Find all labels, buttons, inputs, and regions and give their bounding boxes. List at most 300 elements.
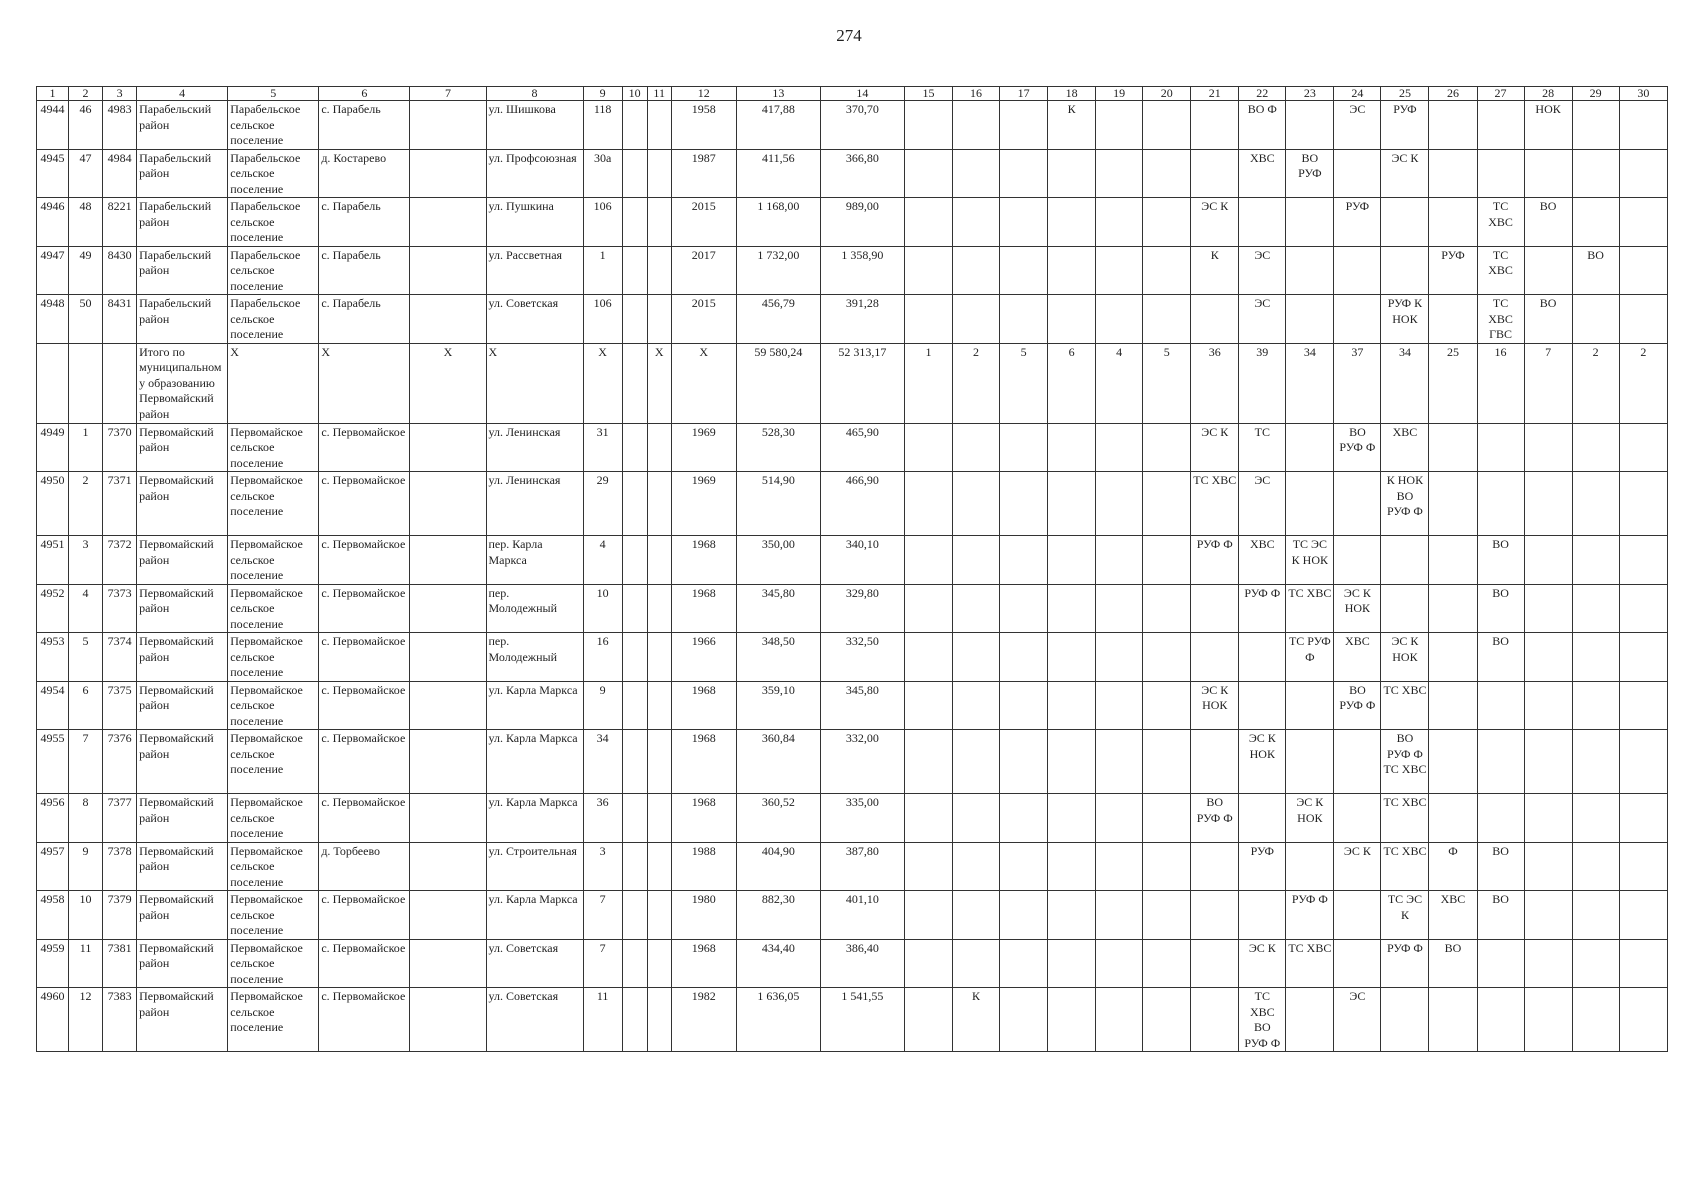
cell-col-7 <box>410 472 486 536</box>
cell-col-30 <box>1619 536 1667 585</box>
cell-col-23 <box>1286 101 1334 150</box>
cell-col-12: X <box>671 343 736 423</box>
column-header-1: 1 <box>37 87 69 101</box>
cell-col-1: 4959 <box>37 939 69 988</box>
cell-col-19 <box>1096 633 1143 682</box>
cell-col-24 <box>1334 472 1381 536</box>
cell-col-12: 1968 <box>671 584 736 633</box>
cell-col-26 <box>1429 536 1477 585</box>
cell-col-27 <box>1477 101 1524 150</box>
cell-col-26: Ф <box>1429 842 1477 891</box>
cell-col-19 <box>1096 939 1143 988</box>
cell-col-11 <box>647 423 671 472</box>
cell-col-26 <box>1429 633 1477 682</box>
cell-col-10 <box>622 939 647 988</box>
cell-col-17 <box>1000 681 1048 730</box>
cell-col-1 <box>37 343 69 423</box>
cell-col-4: Парабельский район <box>137 295 228 344</box>
cell-col-25: ТС ЭС К <box>1381 891 1429 940</box>
cell-col-11 <box>647 988 671 1052</box>
cell-col-9: 1 <box>583 246 622 295</box>
cell-col-3: 7370 <box>103 423 137 472</box>
cell-col-7: X <box>410 343 486 423</box>
cell-col-29 <box>1572 988 1619 1052</box>
cell-col-14: 386,40 <box>820 939 904 988</box>
table-row <box>37 794 1668 843</box>
cell-col-22: ТС ХВС ВО РУФ Ф <box>1239 988 1286 1052</box>
table-row <box>37 988 1668 1052</box>
cell-col-19 <box>1096 472 1143 536</box>
cell-col-25: 34 <box>1381 343 1429 423</box>
cell-col-14: 345,80 <box>820 681 904 730</box>
cell-col-30 <box>1619 891 1667 940</box>
cell-col-24 <box>1334 939 1381 988</box>
cell-col-29 <box>1572 730 1619 794</box>
cell-col-25: ЭС К НОК <box>1381 633 1429 682</box>
cell-col-23 <box>1286 472 1334 536</box>
cell-col-26 <box>1429 584 1477 633</box>
cell-col-20 <box>1143 536 1191 585</box>
cell-col-11: X <box>647 343 671 423</box>
cell-col-22: РУФ Ф <box>1239 584 1286 633</box>
cell-col-6: с. Первомайское <box>319 472 410 536</box>
cell-col-15 <box>904 939 952 988</box>
cell-col-24: ВО РУФ Ф <box>1334 681 1381 730</box>
cell-col-13: 348,50 <box>736 633 820 682</box>
cell-col-23: ТС ХВС <box>1286 584 1334 633</box>
cell-col-16 <box>953 681 1000 730</box>
cell-col-3: 4984 <box>103 149 137 198</box>
cell-col-2: 12 <box>69 988 103 1052</box>
cell-col-29 <box>1572 633 1619 682</box>
cell-col-6: с. Парабель <box>319 295 410 344</box>
cell-col-15 <box>904 536 952 585</box>
cell-col-10 <box>622 794 647 843</box>
cell-col-28 <box>1524 149 1572 198</box>
cell-col-23 <box>1286 295 1334 344</box>
cell-col-19 <box>1096 101 1143 150</box>
cell-col-24: ЭС К НОК <box>1334 584 1381 633</box>
cell-col-27: ТС ХВС <box>1477 198 1524 247</box>
cell-col-16 <box>953 939 1000 988</box>
cell-col-3: 7375 <box>103 681 137 730</box>
cell-col-16 <box>953 842 1000 891</box>
cell-col-12: 1969 <box>671 423 736 472</box>
cell-col-6: с. Первомайское <box>319 633 410 682</box>
cell-col-4: Первомайский район <box>137 794 228 843</box>
column-header-24: 24 <box>1334 87 1381 101</box>
cell-col-1: 4951 <box>37 536 69 585</box>
cell-col-17 <box>1000 842 1048 891</box>
cell-col-4: Первомайский район <box>137 939 228 988</box>
cell-col-4: Первомайский район <box>137 842 228 891</box>
column-header-4: 4 <box>137 87 228 101</box>
cell-col-5: Первомайское сельское поселение <box>228 939 319 988</box>
cell-col-11 <box>647 842 671 891</box>
cell-col-23 <box>1286 423 1334 472</box>
table-row <box>37 246 1668 295</box>
cell-col-14: 332,50 <box>820 633 904 682</box>
cell-col-18 <box>1048 198 1096 247</box>
cell-col-13: 59 580,24 <box>736 343 820 423</box>
cell-col-26: РУФ <box>1429 246 1477 295</box>
cell-col-20 <box>1143 198 1191 247</box>
cell-col-8: ул. Рассветная <box>486 246 583 295</box>
column-header-21: 21 <box>1191 87 1239 101</box>
cell-col-6: с. Первомайское <box>319 681 410 730</box>
cell-col-30 <box>1619 633 1667 682</box>
cell-col-3 <box>103 343 137 423</box>
cell-col-1: 4948 <box>37 295 69 344</box>
cell-col-19 <box>1096 536 1143 585</box>
cell-col-3: 4983 <box>103 101 137 150</box>
cell-col-4: Первомайский район <box>137 988 228 1052</box>
cell-col-18 <box>1048 939 1096 988</box>
cell-col-7 <box>410 246 486 295</box>
cell-col-8: пер. Молодежный <box>486 633 583 682</box>
cell-col-9: 4 <box>583 536 622 585</box>
cell-col-23: ЭС К НОК <box>1286 794 1334 843</box>
cell-col-29 <box>1572 101 1619 150</box>
cell-col-18 <box>1048 423 1096 472</box>
cell-col-21 <box>1191 295 1239 344</box>
cell-col-21: ЭС К НОК <box>1191 681 1239 730</box>
cell-col-30 <box>1619 198 1667 247</box>
cell-col-20 <box>1143 891 1191 940</box>
column-header-16: 16 <box>953 87 1000 101</box>
cell-col-13: 1 732,00 <box>736 246 820 295</box>
cell-col-13: 1 636,05 <box>736 988 820 1052</box>
cell-col-28: ВО <box>1524 295 1572 344</box>
cell-col-23 <box>1286 988 1334 1052</box>
cell-col-11 <box>647 939 671 988</box>
cell-col-4: Парабельский район <box>137 246 228 295</box>
cell-col-10 <box>622 149 647 198</box>
cell-col-8: ул. Ленинская <box>486 423 583 472</box>
cell-col-23: ТС ЭС К НОК <box>1286 536 1334 585</box>
cell-col-19: 4 <box>1096 343 1143 423</box>
cell-col-17 <box>1000 794 1048 843</box>
cell-col-27 <box>1477 730 1524 794</box>
cell-col-28: 7 <box>1524 343 1572 423</box>
cell-col-12: 1988 <box>671 842 736 891</box>
cell-col-4: Парабельский район <box>137 198 228 247</box>
cell-col-14: 387,80 <box>820 842 904 891</box>
table-row <box>37 891 1668 940</box>
cell-col-14: 370,70 <box>820 101 904 150</box>
cell-col-27: ТС ХВС <box>1477 246 1524 295</box>
cell-col-29 <box>1572 472 1619 536</box>
cell-col-11 <box>647 584 671 633</box>
cell-col-23 <box>1286 730 1334 794</box>
cell-col-11 <box>647 472 671 536</box>
cell-col-12: 1969 <box>671 472 736 536</box>
cell-col-29 <box>1572 198 1619 247</box>
cell-col-24 <box>1334 149 1381 198</box>
cell-col-24: ХВС <box>1334 633 1381 682</box>
cell-col-12: 2015 <box>671 198 736 247</box>
cell-col-10 <box>622 198 647 247</box>
cell-col-29: ВО <box>1572 246 1619 295</box>
cell-col-2: 6 <box>69 681 103 730</box>
cell-col-4: Первомайский район <box>137 472 228 536</box>
cell-col-8: ул. Шишкова <box>486 101 583 150</box>
cell-col-21 <box>1191 988 1239 1052</box>
cell-col-11 <box>647 198 671 247</box>
cell-col-8: ул. Ленинская <box>486 472 583 536</box>
cell-col-27: 16 <box>1477 343 1524 423</box>
column-header-23: 23 <box>1286 87 1334 101</box>
cell-col-23: ВО РУФ <box>1286 149 1334 198</box>
cell-col-10 <box>622 343 647 423</box>
cell-col-20 <box>1143 101 1191 150</box>
cell-col-10 <box>622 472 647 536</box>
cell-col-13: 404,90 <box>736 842 820 891</box>
cell-col-15 <box>904 730 952 794</box>
cell-col-16 <box>953 101 1000 150</box>
cell-col-17 <box>1000 939 1048 988</box>
cell-col-21: ТС ХВС <box>1191 472 1239 536</box>
cell-col-25: ЭС К <box>1381 149 1429 198</box>
cell-col-28 <box>1524 939 1572 988</box>
cell-col-30 <box>1619 842 1667 891</box>
cell-col-5: Парабельское сельское поселение <box>228 198 319 247</box>
cell-col-30 <box>1619 423 1667 472</box>
cell-col-18 <box>1048 794 1096 843</box>
cell-col-3: 7376 <box>103 730 137 794</box>
cell-col-4: Первомайский район <box>137 681 228 730</box>
cell-col-25: К НОК ВО РУФ Ф <box>1381 472 1429 536</box>
cell-col-20 <box>1143 681 1191 730</box>
cell-col-30 <box>1619 101 1667 150</box>
cell-col-1: 4956 <box>37 794 69 843</box>
cell-col-5: Первомайское сельское поселение <box>228 681 319 730</box>
cell-col-4: Парабельский район <box>137 149 228 198</box>
cell-col-16 <box>953 730 1000 794</box>
cell-col-22: ЭС <box>1239 246 1286 295</box>
cell-col-25: РУФ Ф <box>1381 939 1429 988</box>
cell-col-21: ЭС К <box>1191 198 1239 247</box>
cell-col-26 <box>1429 730 1477 794</box>
cell-col-22 <box>1239 794 1286 843</box>
cell-col-16 <box>953 149 1000 198</box>
cell-col-21 <box>1191 584 1239 633</box>
cell-col-30 <box>1619 939 1667 988</box>
cell-col-2: 49 <box>69 246 103 295</box>
column-header-15: 15 <box>904 87 952 101</box>
cell-col-6: с. Первомайское <box>319 794 410 843</box>
cell-col-9: 11 <box>583 988 622 1052</box>
cell-col-10 <box>622 988 647 1052</box>
cell-col-11 <box>647 730 671 794</box>
cell-col-9: 29 <box>583 472 622 536</box>
cell-col-21 <box>1191 939 1239 988</box>
column-header-18: 18 <box>1048 87 1096 101</box>
column-header-22: 22 <box>1239 87 1286 101</box>
cell-col-26 <box>1429 681 1477 730</box>
table-row <box>37 939 1668 988</box>
cell-col-3: 7373 <box>103 584 137 633</box>
cell-col-9: 118 <box>583 101 622 150</box>
cell-col-7 <box>410 794 486 843</box>
cell-col-6: с. Первомайское <box>319 730 410 794</box>
cell-col-3: 7381 <box>103 939 137 988</box>
cell-col-27 <box>1477 988 1524 1052</box>
cell-col-7 <box>410 423 486 472</box>
column-header-26: 26 <box>1429 87 1477 101</box>
cell-col-8: ул. Карла Маркса <box>486 891 583 940</box>
page-number: 274 <box>836 26 862 45</box>
cell-col-6: д. Торбеево <box>319 842 410 891</box>
cell-col-5: X <box>228 343 319 423</box>
cell-col-10 <box>622 842 647 891</box>
housing-register-table <box>36 86 1668 1052</box>
cell-col-4: Первомайский район <box>137 423 228 472</box>
cell-col-20 <box>1143 149 1191 198</box>
cell-col-17 <box>1000 472 1048 536</box>
table-row <box>37 295 1668 344</box>
cell-col-12: 1987 <box>671 149 736 198</box>
cell-col-28 <box>1524 988 1572 1052</box>
cell-col-16 <box>953 794 1000 843</box>
cell-col-8: ул. Советская <box>486 939 583 988</box>
cell-col-22 <box>1239 633 1286 682</box>
cell-col-18 <box>1048 633 1096 682</box>
cell-col-17 <box>1000 988 1048 1052</box>
cell-col-12: 1968 <box>671 730 736 794</box>
cell-col-7 <box>410 842 486 891</box>
cell-col-22: ВО Ф <box>1239 101 1286 150</box>
column-header-20: 20 <box>1143 87 1191 101</box>
cell-col-20 <box>1143 472 1191 536</box>
cell-col-7 <box>410 939 486 988</box>
cell-col-12: 1980 <box>671 891 736 940</box>
cell-col-10 <box>622 891 647 940</box>
cell-col-5: Парабельское сельское поселение <box>228 246 319 295</box>
cell-col-17: 5 <box>1000 343 1048 423</box>
cell-col-29 <box>1572 584 1619 633</box>
cell-col-3: 8431 <box>103 295 137 344</box>
cell-col-18 <box>1048 681 1096 730</box>
cell-col-8: ул. Советская <box>486 988 583 1052</box>
cell-col-18 <box>1048 891 1096 940</box>
cell-col-27: ВО <box>1477 891 1524 940</box>
cell-col-25: ХВС <box>1381 423 1429 472</box>
cell-col-30 <box>1619 149 1667 198</box>
cell-col-27 <box>1477 794 1524 843</box>
cell-col-1: 4947 <box>37 246 69 295</box>
cell-col-19 <box>1096 295 1143 344</box>
cell-col-23 <box>1286 681 1334 730</box>
table-row <box>37 423 1668 472</box>
cell-col-5: Первомайское сельское поселение <box>228 794 319 843</box>
table-row <box>37 198 1668 247</box>
cell-col-26 <box>1429 794 1477 843</box>
cell-col-11 <box>647 536 671 585</box>
cell-col-12: 1982 <box>671 988 736 1052</box>
cell-col-30 <box>1619 246 1667 295</box>
cell-col-14: 1 358,90 <box>820 246 904 295</box>
cell-col-2: 11 <box>69 939 103 988</box>
cell-col-11 <box>647 101 671 150</box>
cell-col-30 <box>1619 988 1667 1052</box>
cell-col-4: Первомайский район <box>137 730 228 794</box>
cell-col-26 <box>1429 423 1477 472</box>
cell-col-13: 417,88 <box>736 101 820 150</box>
cell-col-16 <box>953 891 1000 940</box>
cell-col-30 <box>1619 472 1667 536</box>
cell-col-1: 4944 <box>37 101 69 150</box>
cell-col-15 <box>904 198 952 247</box>
cell-col-11 <box>647 246 671 295</box>
cell-col-1: 4952 <box>37 584 69 633</box>
cell-col-19 <box>1096 842 1143 891</box>
cell-col-13: 514,90 <box>736 472 820 536</box>
cell-col-13: 360,52 <box>736 794 820 843</box>
cell-col-19 <box>1096 584 1143 633</box>
cell-col-7 <box>410 295 486 344</box>
cell-col-5: Первомайское сельское поселение <box>228 536 319 585</box>
cell-col-21 <box>1191 633 1239 682</box>
cell-col-13: 411,56 <box>736 149 820 198</box>
cell-col-24: ВО РУФ Ф <box>1334 423 1381 472</box>
cell-col-29 <box>1572 295 1619 344</box>
cell-col-7 <box>410 681 486 730</box>
cell-col-26: ВО <box>1429 939 1477 988</box>
cell-col-1: 4950 <box>37 472 69 536</box>
cell-col-23 <box>1286 198 1334 247</box>
cell-col-24: ЭС К <box>1334 842 1381 891</box>
cell-col-23: 34 <box>1286 343 1334 423</box>
cell-col-24 <box>1334 246 1381 295</box>
cell-col-7 <box>410 730 486 794</box>
cell-col-21: ВО РУФ Ф <box>1191 794 1239 843</box>
cell-col-27: ВО <box>1477 584 1524 633</box>
cell-col-6: с. Парабель <box>319 246 410 295</box>
cell-col-21 <box>1191 149 1239 198</box>
cell-col-14: 466,90 <box>820 472 904 536</box>
cell-col-1: 4953 <box>37 633 69 682</box>
cell-col-6: X <box>319 343 410 423</box>
cell-col-23: РУФ Ф <box>1286 891 1334 940</box>
cell-col-30 <box>1619 295 1667 344</box>
cell-col-24 <box>1334 730 1381 794</box>
cell-col-30 <box>1619 794 1667 843</box>
column-header-3: 3 <box>103 87 137 101</box>
cell-col-27 <box>1477 681 1524 730</box>
cell-col-5: Первомайское сельское поселение <box>228 423 319 472</box>
cell-col-29 <box>1572 149 1619 198</box>
cell-col-23: ТС ХВС <box>1286 939 1334 988</box>
cell-col-26 <box>1429 101 1477 150</box>
cell-col-14: 1 541,55 <box>820 988 904 1052</box>
cell-col-16: К <box>953 988 1000 1052</box>
cell-col-15 <box>904 794 952 843</box>
cell-col-17 <box>1000 891 1048 940</box>
cell-col-14: 52 313,17 <box>820 343 904 423</box>
cell-col-24: 37 <box>1334 343 1381 423</box>
cell-col-19 <box>1096 149 1143 198</box>
cell-col-27: ВО <box>1477 536 1524 585</box>
column-header-5: 5 <box>228 87 319 101</box>
cell-col-21: ЭС К <box>1191 423 1239 472</box>
cell-col-30 <box>1619 584 1667 633</box>
cell-col-8: ул. Пушкина <box>486 198 583 247</box>
cell-col-22: ТС <box>1239 423 1286 472</box>
cell-col-21 <box>1191 842 1239 891</box>
cell-col-8: пер. Молодежный <box>486 584 583 633</box>
cell-col-20 <box>1143 246 1191 295</box>
